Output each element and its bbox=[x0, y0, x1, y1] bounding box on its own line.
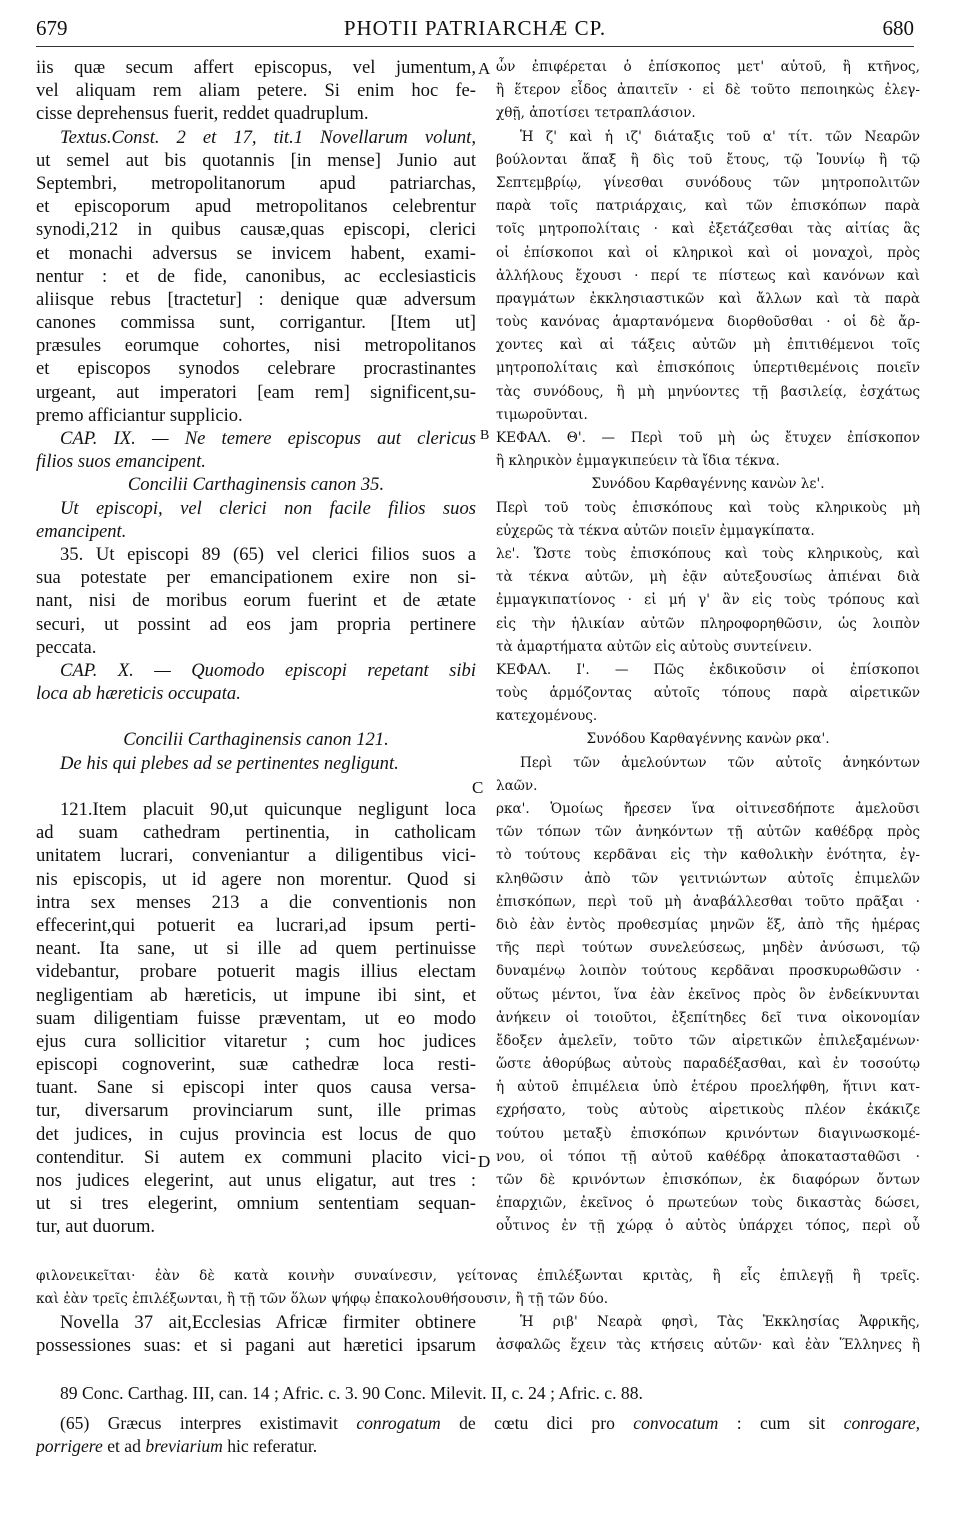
canon-subtitle: Περὶ τοῦ τοὺς ἐπισκόπους καὶ τοὺς κληρικοὺς μὴ bbox=[496, 499, 920, 516]
latin-line: sua potestate per emancipationem exire non si- bbox=[36, 567, 476, 589]
latin-line: præsules eorumque cohortes, nisi metropolitanos bbox=[36, 335, 476, 357]
greek-line: διὸ ἐὰν ἐντὸς προθεσμίας μηνῶν ἕξ, ἀπὸ τῆς ἡμέρας bbox=[496, 916, 920, 933]
footnote-text: (65) Græcus interpres existimavit bbox=[60, 1413, 338, 1433]
chapter-heading: ΚΕΦΑΛ. Ι'. — Πῶς ἐκδικοῦσιν οἱ ἐπίσκοποι bbox=[496, 661, 920, 678]
section-marker-b: B bbox=[480, 428, 490, 443]
footnote-text: : cum sit bbox=[736, 1413, 826, 1433]
greek-line: λε'. Ὥστε τοὺς ἐπισκόπους καὶ τοὺς κληρικοὺς, καὶ bbox=[496, 545, 920, 562]
latin-line: Novella 37 ait,Ecclesias Africæ firmiter obtinere bbox=[60, 1312, 476, 1333]
greek-line: ρκα'. Ὁμοίως ἤρεσεν ἵνα οἱτινεσδήποτε ἀμελοῦσι bbox=[496, 801, 920, 817]
greek-line: Ἡ ριβ' Νεαρὰ φησὶ, Τὰς Ἐκκλησίας Ἀφρικῆς, bbox=[520, 1314, 920, 1330]
footnote-references bbox=[36, 1382, 920, 1405]
latin-line: possessiones suas: et si pagani aut hæretici ipsarum bbox=[36, 1335, 476, 1357]
latin-line: suam diligentiam fuisse præventam, ut eo modo bbox=[36, 1007, 476, 1029]
latin-line: vel aliquam rem aliam petere. Si enim hoc fe- bbox=[36, 80, 476, 102]
greek-line: τῆς περὶ τούτων συνελεύσεως, μηδὲν ἀνύσωσι, τῷ bbox=[496, 940, 920, 957]
latin-line: tur, aut duorum. bbox=[36, 1216, 156, 1238]
greek-line: τούτου μεταξὺ ἐπισκόπων κρινόντων διαγινωσκομέ- bbox=[496, 1125, 920, 1142]
greek-line: τὰ ἁμαρτήματα αὐτῶν εἰς αὐτοὺς συντείνειν. bbox=[496, 638, 813, 655]
latin-line: ut si tres elegerint, omnium sententiam sequan- bbox=[36, 1193, 476, 1215]
greek-line: κληθῶσιν ἀπὸ τῶν γειτνιώντων αὐτοῖς ἐπιμελῶν bbox=[496, 870, 920, 887]
canon-subtitle-cont: λαῶν. bbox=[496, 777, 538, 794]
greek-line: χθῇ, ἀποτίσει τετραπλάσιον. bbox=[496, 105, 696, 122]
novella-latin bbox=[36, 1311, 476, 1357]
running-header bbox=[36, 16, 914, 44]
footnote-term: conrogatum bbox=[356, 1413, 441, 1433]
canon-title: Concilii Carthaginensis canon 121. bbox=[123, 729, 389, 751]
latin-line: ejus cura sollicitior vitaretur ; cum hoc judices bbox=[36, 1030, 476, 1052]
latin-line: unitatem lucrari, conveniantur a diligentibus vici- bbox=[36, 845, 476, 867]
full-width-greek bbox=[36, 1265, 920, 1311]
latin-line: cisse deprehensus fuerit, reddet quadruplum. bbox=[36, 103, 369, 125]
latin-line: nentur : et de fide, canonibus, ac ecclesiasticis bbox=[36, 265, 476, 287]
greek-line: ἐπαρχιῶν, ἐκεῖνος ὁ πρωτεύων τοὺς δικαστὰς δώσει, bbox=[496, 1195, 920, 1212]
greek-line: ἀνήκειν οἱ τοιοῦτοι, ἐξεπίτηδες δεῖ τινα οἰκονομίαν bbox=[496, 1009, 920, 1026]
greek-line: μητροπολίταις καὶ ἐπισκόποις ὑπερτιθεμένοις ποιεῖν bbox=[496, 360, 920, 377]
novella-greek bbox=[496, 1311, 920, 1357]
greek-line: χοντες καὶ αἱ τάξεις αὐτῶν μὴ ἐπιτιθέμενοι τοῖς bbox=[496, 337, 920, 354]
chapter-heading: CAP. X. — Quomodo episcopi repetant sibi bbox=[60, 659, 476, 681]
footnote-text: et ad bbox=[107, 1436, 141, 1457]
greek-line: ἢ ἕτερον εἶδος ἀπαιτεῖν · εἰ δὲ τοῦτο πεποιηκὼς ἐλεγ- bbox=[496, 82, 920, 99]
chapter-heading-cont: κατεχομένους. bbox=[496, 708, 598, 725]
section-marker-a: A bbox=[478, 59, 491, 78]
section-marker-c: C bbox=[472, 778, 484, 797]
footnote-text: de cœtu dici pro bbox=[459, 1413, 615, 1433]
greek-line: βούλονται ἅπαξ ἢ δὶς τοῦ ἔτους, τῷ Ἰουνίῳ ἢ τῷ bbox=[496, 151, 920, 168]
footnote-line: 89 Conc. Carthag. III, can. 14 ; Afric. c. 3. 90 Conc. Milevit. II, c. 24 ; Afric. c. 88. bbox=[60, 1383, 643, 1403]
greek-line: τοῖς μητροπολίταις · καὶ ἐξετάζεσθαι τὰς αἰτίας ἃς bbox=[496, 221, 920, 238]
greek-line: τιμωροῦνται. bbox=[496, 406, 588, 423]
canon-title: Concilii Carthaginensis canon 35. bbox=[127, 474, 385, 496]
latin-line: synodi,212 in quibus causæ,quas episcopi, clerici bbox=[36, 219, 476, 241]
footnote-line bbox=[36, 1412, 920, 1435]
greek-line: οὕτως μέντοι, ἵνα ἐὰν ἐκεῖνος πρὸς ὃν ἐνδείκνυνται bbox=[496, 986, 920, 1003]
full-width-line: καὶ ἐὰν τρεῖς ἐπιλέξωνται, ἢ τῇ τῶν ὅλων ψήφῳ ἐπακολουθήσουσιν, ἢ τῇ τῶν δύο. bbox=[36, 1291, 609, 1308]
latin-line: iis quæ secum affert episcopus, vel jumentum, bbox=[36, 57, 476, 78]
greek-line: πραγμάτων ἐκκλησιαστικῶν καὶ ἄλλων καὶ τὰ παρὰ bbox=[496, 290, 920, 307]
canon-subtitle: Ut episcopi, vel clerici non facile filios suos bbox=[60, 497, 476, 519]
latin-line: tur, diversarum provinciarum sunt, ille primas bbox=[36, 1100, 476, 1122]
greek-line: ἡ αὐτοῦ ἐπιμέλεια ὑπὸ ἑτέρου προελήφθη, ἥτινι κατ- bbox=[496, 1079, 920, 1096]
canon-subtitle-cont: emancipent. bbox=[36, 520, 127, 542]
latin-line: neant. Ita sane, ut si ille ad quem pertinuisse bbox=[36, 938, 476, 960]
latin-column bbox=[36, 56, 476, 1239]
footnote-text: hic referatur. bbox=[227, 1436, 318, 1457]
greek-line: ἔδοξεν ἀμελεῖν, τοῦτο τῶν αἱρετικῶν ἐπιλεξαμένων· bbox=[496, 1032, 920, 1049]
greek-line: ἀλλήλους ἔχουσι · περί τε πίστεως καὶ κανόνων καὶ bbox=[496, 267, 920, 284]
full-width-line: φιλονεικεῖται· ἐὰν δὲ κατὰ κοινὴν συναίνεσιν, γείτονας ἐπιλέξωνται κριτὰς, ἢ εἷς ἐπιλεγῇ ἢ τρεῖς. bbox=[36, 1268, 920, 1284]
greek-line: ἐμμαγκιπατίονος · εἰ μή γ' ἂν εἰς τοὺς τρόπους καὶ bbox=[496, 592, 920, 609]
footnote-term: convocatum bbox=[633, 1413, 719, 1433]
latin-line: videbantur, probare potuerit magis illius electam bbox=[36, 961, 476, 983]
footnote-term: conrogare, bbox=[843, 1413, 920, 1433]
greek-line: τὸ τούτους κερδᾶναι εἰς τὴν καθολικὴν ἑνότητα, ἐγ- bbox=[496, 847, 920, 864]
canon-subtitle: Περὶ τῶν ἀμελούντων τῶν αὐτοῖς ἀνηκόντων bbox=[520, 754, 920, 771]
latin-line: episcopi cognoverint, suæ cathedræ loca resti- bbox=[36, 1054, 476, 1076]
latin-line: et monachi adversus se invicem habent, exami- bbox=[36, 242, 476, 264]
latin-line: nos judices elegerint, aut unus eligatur, aut tres : bbox=[36, 1170, 476, 1191]
right-page-number: 680 bbox=[882, 16, 914, 40]
greek-line: δυναμένῳ λοιπὸν τούτους κερδᾶναι προσκυρωθῶσιν · bbox=[496, 963, 920, 980]
greek-line: οἱ ἐπίσκοποι καὶ οἱ κληρικοὶ καὶ οἱ μοναχοὶ, πρὸς bbox=[496, 244, 920, 261]
latin-line: securi, ut possint ad eos jam propria pertinere bbox=[36, 613, 476, 635]
chapter-heading-cont: ἢ κληρικὸν ἐμμαγκιπεύειν τὰ ἴδια τέκνα. bbox=[496, 453, 780, 470]
greek-line: τοὺς κανόνας ἁμαρτανόμενα διορθοῦσθαι · οἱ δὲ ἄρ- bbox=[496, 314, 920, 331]
latin-line: det judices, in cujus provincia est locus de quo bbox=[36, 1123, 476, 1145]
footnote-line bbox=[36, 1435, 920, 1458]
latin-line: peccata. bbox=[36, 636, 97, 658]
left-page-number: 679 bbox=[36, 16, 68, 40]
header-rule bbox=[36, 46, 914, 47]
greek-line: ὧν ἐπιφέρεται ὁ ἐπίσκοπος μετ' αὐτοῦ, ἢ κτῆνος, bbox=[496, 59, 920, 75]
greek-line: τῶν τόπων τῶν ἀνηκόντων τῇ αὐτῶν καθέδρᾳ πρὸς bbox=[496, 824, 920, 841]
canon-title: Συνόδου Καρθαγέννης κανὼν ρκα'. bbox=[586, 731, 830, 748]
spacer bbox=[36, 775, 476, 798]
chapter-heading-cont: τοὺς ἁρμόζοντας αὐτοῖς τόπους παρὰ αἱρετικῶν bbox=[496, 685, 920, 702]
latin-line: tuant. Sane si episcopi inter quos causa versa- bbox=[36, 1077, 476, 1099]
latin-line: contenditur. Si autem ex communi placito vici- bbox=[36, 1146, 476, 1168]
footnote-65 bbox=[36, 1412, 920, 1458]
greek-line: Ἡ ζ' καὶ ἡ ιζ' διάταξις τοῦ α' τίτ. τῶν Νεαρῶν bbox=[520, 128, 920, 145]
greek-line: εἰς τὴν ἡλικίαν αὐτῶν πληροφορηθῶσιν, ὡς λοιπὸν bbox=[496, 615, 920, 632]
latin-line: ad suam cathedram pertinentia, in catholicam bbox=[36, 822, 476, 844]
section-marker-d: D bbox=[478, 1152, 491, 1171]
latin-line: Textus.Const. 2 et 17, tit.1 Novellarum volunt, bbox=[60, 126, 476, 148]
latin-line: Septembri, metropolitanorum apud patriarchas, bbox=[36, 172, 476, 194]
greek-line: παρὰ τοῖς πατριάρχαις, καὶ τῶν ἐπισκόπων παρὰ bbox=[496, 198, 920, 215]
canon-subtitle-cont: εὐχερῶς τὰ τέκνα αὐτῶν ποιεῖν ἐμμαγκίπατα. bbox=[496, 522, 815, 539]
greek-line: Σεπτεμβρίῳ, γίνεσθαι συνόδους τῶν μητροπολιτῶν bbox=[496, 174, 920, 191]
latin-line: ut semel aut bis quotannis [in mense] Junio aut bbox=[36, 149, 476, 171]
latin-line: intra sex menses 213 a die conventionis non bbox=[36, 891, 476, 913]
spacer bbox=[36, 705, 476, 728]
greek-line: τὰς συνόδους, ἢ μὴ μηνύοντες τῇ βασιλείᾳ, ἐσχάτως bbox=[496, 383, 920, 400]
latin-line: effecerint,qui potuerit ea lucrari,ad ipsum perti- bbox=[36, 914, 476, 936]
chapter-heading: CAP. IX. — Ne temere episcopus aut clericus bbox=[60, 428, 476, 449]
canon-subtitle: De his qui plebes ad se pertinentes negligunt. bbox=[60, 752, 399, 774]
footnote-term: breviarium bbox=[145, 1436, 223, 1457]
latin-line: nant, nisi de moribus eorum fuerint et de ætate bbox=[36, 590, 476, 612]
latin-line: et episcopos synodos celebrare procrastinantes bbox=[36, 358, 476, 380]
latin-line: nis episcopis, ut id agere non morentur. Quod si bbox=[36, 868, 476, 890]
greek-line: τὰ τέκνα αὐτῶν, μὴ ἐᾷν αὐτεξουσίως ἀπιέναι διὰ bbox=[496, 569, 920, 586]
running-title: PHOTII PATRIARCHÆ CP. bbox=[343, 16, 607, 40]
greek-line: εχρήσατο, τοὺς αὐτοὺς αἱρετικοὺς πλέον ἐκάκιζε bbox=[496, 1102, 920, 1119]
latin-line: et episcoporum apud metropolitanos celebrentur bbox=[36, 196, 476, 218]
chapter-heading-cont: loca ab hæreticis occupata. bbox=[36, 683, 241, 705]
latin-line: canones commissa sunt, corrigantur. [Item ut] bbox=[36, 312, 476, 334]
greek-line: ἐπισκόπων, περὶ τοῦ μὴ ἀναβάλλεσθαι τοῦτο πρᾶξαι · bbox=[496, 893, 920, 910]
greek-line: νου, οἱ τόποι τῇ αὐτοῦ καθέδρᾳ ἀποκατασταθῶσι · bbox=[496, 1148, 920, 1165]
latin-line: premo afficiantur supplicio. bbox=[36, 404, 243, 426]
latin-line: negligentiam ab hæreticis, ut impune ibi sint, et bbox=[36, 984, 476, 1006]
greek-line: ἀσφαλῶς ἔχειν τὰς κτήσεις αὐτῶν· καὶ ἐὰν Ἕλληνες ἢ bbox=[496, 1337, 920, 1354]
greek-column bbox=[496, 56, 920, 1239]
latin-line: urgeant, aut imperatori [eam rem] significent,su- bbox=[36, 381, 476, 403]
canon-title: Συνόδου Καρθαγέννης κανὼν λε'. bbox=[591, 476, 825, 493]
latin-line: aliisque rebus [tractetur] : denique quæ adversum bbox=[36, 288, 476, 310]
latin-line: 121.Item placuit 90,ut quicunque negligunt loca bbox=[60, 799, 476, 820]
greek-line: ὥστε ἀθορύβως αὐτοὺς παραδέξασθαι, καὶ ἐν τοσούτῳ bbox=[496, 1056, 920, 1073]
latin-line: 35. Ut episcopi 89 (65) vel clerici filios suos a bbox=[60, 543, 476, 565]
footnote-term: porrigere bbox=[36, 1436, 103, 1457]
greek-line: τῶν δὲ κρινόντων ἐπισκόπων, ἐκ διαφόρων ὄντων bbox=[496, 1172, 920, 1188]
greek-line: οὗτινος ἐν τῇ χώρᾳ ὁ αὐτὸς ὑπάρχει τόπος, περὶ οὗ bbox=[496, 1218, 920, 1235]
chapter-heading-cont: filios suos emancipent. bbox=[36, 451, 206, 473]
chapter-heading: ΚΕΦΑΛ. Θ'. — Περὶ τοῦ μὴ ὡς ἔτυχεν ἐπίσκοπον bbox=[496, 430, 920, 446]
